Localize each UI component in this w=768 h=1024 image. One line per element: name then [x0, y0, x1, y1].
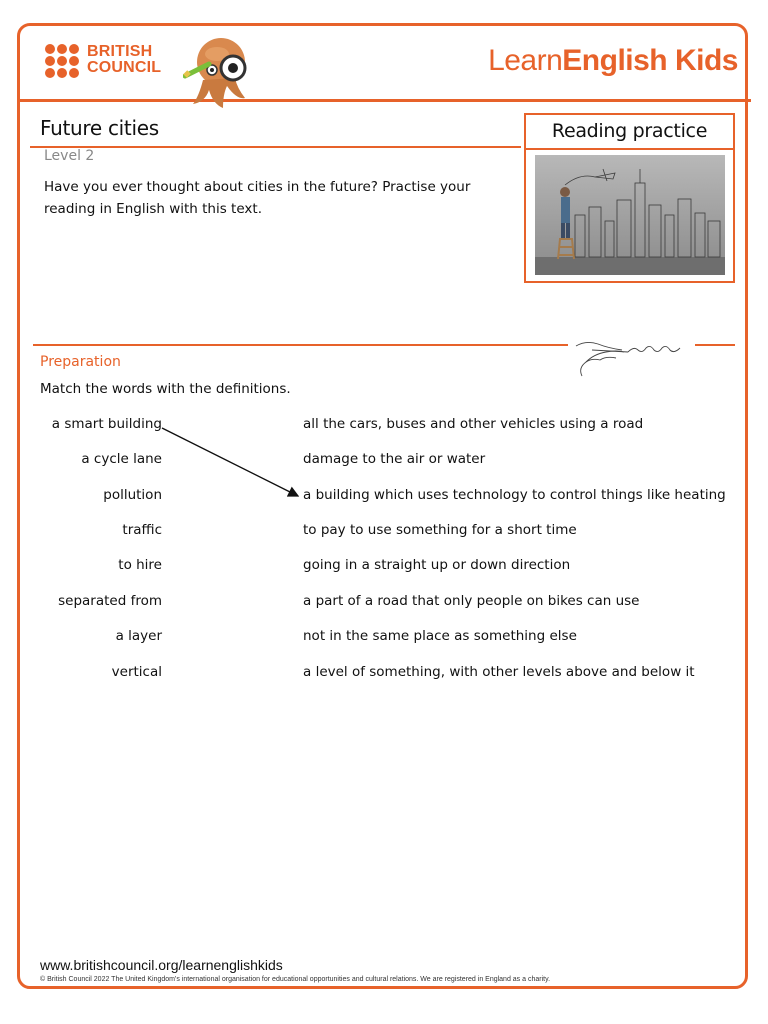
lek-logo-kids: Kids [667, 44, 738, 77]
preparation-heading: Preparation [40, 354, 121, 370]
writing-hand-icon [572, 328, 692, 383]
preparation-divider-right [695, 344, 735, 346]
definition-item: a part of a road that only people on bikes can use [303, 593, 640, 609]
definition-item: a level of something, with other levels above and below it [303, 664, 695, 680]
word-item: separated from [58, 593, 162, 609]
british-council-logo [45, 43, 162, 78]
level-label: Level 2 [44, 148, 95, 164]
learnenglish-kids-logo [488, 44, 738, 78]
mascot-icon [183, 34, 255, 112]
word-item: pollution [103, 487, 162, 503]
definition-item: going in a straight up or down direction [303, 557, 571, 573]
bc-logo-line2: COUNCIL [87, 59, 162, 76]
worksheet-title: Future cities [40, 116, 159, 140]
reading-practice-box [524, 113, 735, 283]
city-drawing-photo [535, 155, 725, 275]
title-divider [30, 146, 521, 148]
preparation-divider-left [33, 344, 568, 346]
lek-logo-learn: Learn [488, 44, 563, 77]
footer-copyright: © British Council 2022 The United Kingdom's international organisation for educational opportunities and cultural relations. We are registered in England as a charity. [40, 976, 551, 983]
british-council-dots-icon [45, 44, 81, 78]
definition-item: to pay to use something for a short time [303, 522, 577, 538]
word-item: a cycle lane [81, 451, 162, 467]
definition-item: all the cars, buses and other vehicles using a road [303, 416, 644, 432]
word-item: a smart building [51, 416, 162, 432]
word-item: a layer [115, 628, 162, 644]
category-label: Reading practice [526, 115, 733, 150]
definition-item: not in the same place as something else [303, 628, 577, 644]
definition-item: damage to the air or water [303, 451, 486, 467]
word-item: vertical [111, 664, 162, 680]
footer-url[interactable]: www.britishcouncil.org/learnenglishkids [40, 957, 283, 973]
instruction-text: Match the words with the definitions. [40, 381, 291, 397]
lek-logo-english: English [562, 44, 668, 77]
bc-logo-line1: BRITISH [87, 43, 153, 60]
header-divider [17, 99, 751, 102]
definition-item: a building which uses technology to control things like heating [303, 487, 726, 503]
word-item: to hire [118, 557, 162, 573]
intro-text: Have you ever thought about cities in the future? Practise your reading in English with this text. [44, 179, 471, 217]
word-item: traffic [122, 522, 162, 538]
